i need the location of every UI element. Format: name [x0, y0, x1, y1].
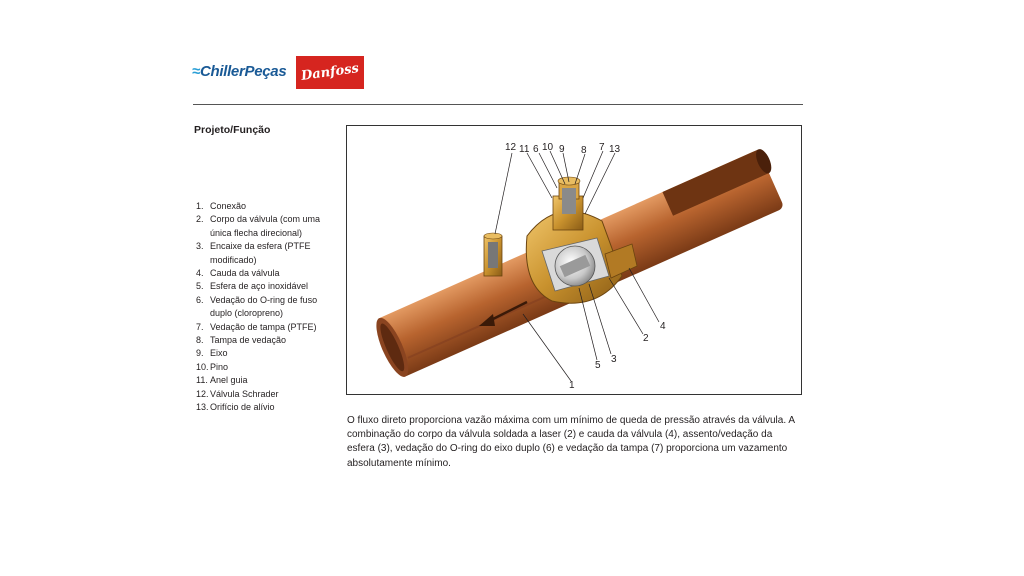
legend-item: 2. Corpo da válvula (com uma única flecha direcional): [196, 214, 321, 238]
valve-stem-cap: [553, 177, 583, 230]
valve-cutaway-illustration: [347, 126, 802, 395]
legend-item: 13. Orifício de alívio: [196, 402, 275, 413]
header-divider: [193, 104, 803, 105]
callout-3: 3: [611, 354, 617, 365]
callout-9: 9: [559, 144, 565, 155]
legend-item: 10. Pino: [196, 361, 229, 372]
callout-8: 8: [581, 145, 587, 156]
parts-legend: [196, 200, 336, 415]
danfoss-logo-text: Danfoss: [300, 61, 360, 84]
valve-cutaway-figure: [346, 125, 802, 395]
legend-item: 11. Anel guia: [196, 375, 248, 386]
chiller-logo-text: ChillerPeças: [199, 63, 287, 80]
legend-item: 4. Cauda da válvula: [196, 268, 280, 279]
callout-4: 4: [660, 321, 666, 332]
callout-10: 10: [542, 142, 554, 153]
callout-13: 13: [609, 144, 621, 155]
legend-item: 1. Conexão: [196, 201, 247, 211]
legend-item: 8. Tampa de vedação: [196, 335, 287, 346]
callout-2: 2: [643, 333, 649, 344]
callout-7: 7: [599, 142, 605, 153]
legend-item: 12. Válvula Schrader: [196, 388, 279, 399]
legend-item: 5. Esfera de aço inoxidável: [196, 281, 309, 292]
callout-6: 6: [533, 144, 539, 155]
chiller-pecas-logo: [192, 63, 286, 80]
callout-5: 5: [595, 360, 601, 371]
legend-item: 3. Encaixe da esfera (PTFE modificado): [196, 241, 311, 265]
callout-12: 12: [505, 142, 517, 153]
callout-11: 11: [519, 144, 530, 155]
function-description: O fluxo direto proporciona vazão máxima com um mínimo de queda de pressão através da válvula. A combinação do corpo da válvula soldada a laser (2) e cauda da válvula (4), assento/vedação da esfera (3), vedação do O-ring do eixo duplo (6) e vedação da tampa (7) proporciona um vazamento absolutamente mínimo.: [347, 415, 795, 469]
legend-item: 9. Eixo: [196, 348, 228, 359]
schrader-valve: [484, 233, 502, 276]
section-title: Projeto/Função: [194, 124, 271, 136]
callout-1: 1: [569, 380, 575, 391]
danfoss-logo: [296, 56, 364, 89]
legend-item: 7. Vedação de tampa (PTFE): [196, 321, 317, 332]
chiller-swoosh-icon: ≈: [192, 63, 200, 80]
legend-item: 6. Vedação do O-ring de fuso duplo (cloropreno): [196, 294, 318, 319]
